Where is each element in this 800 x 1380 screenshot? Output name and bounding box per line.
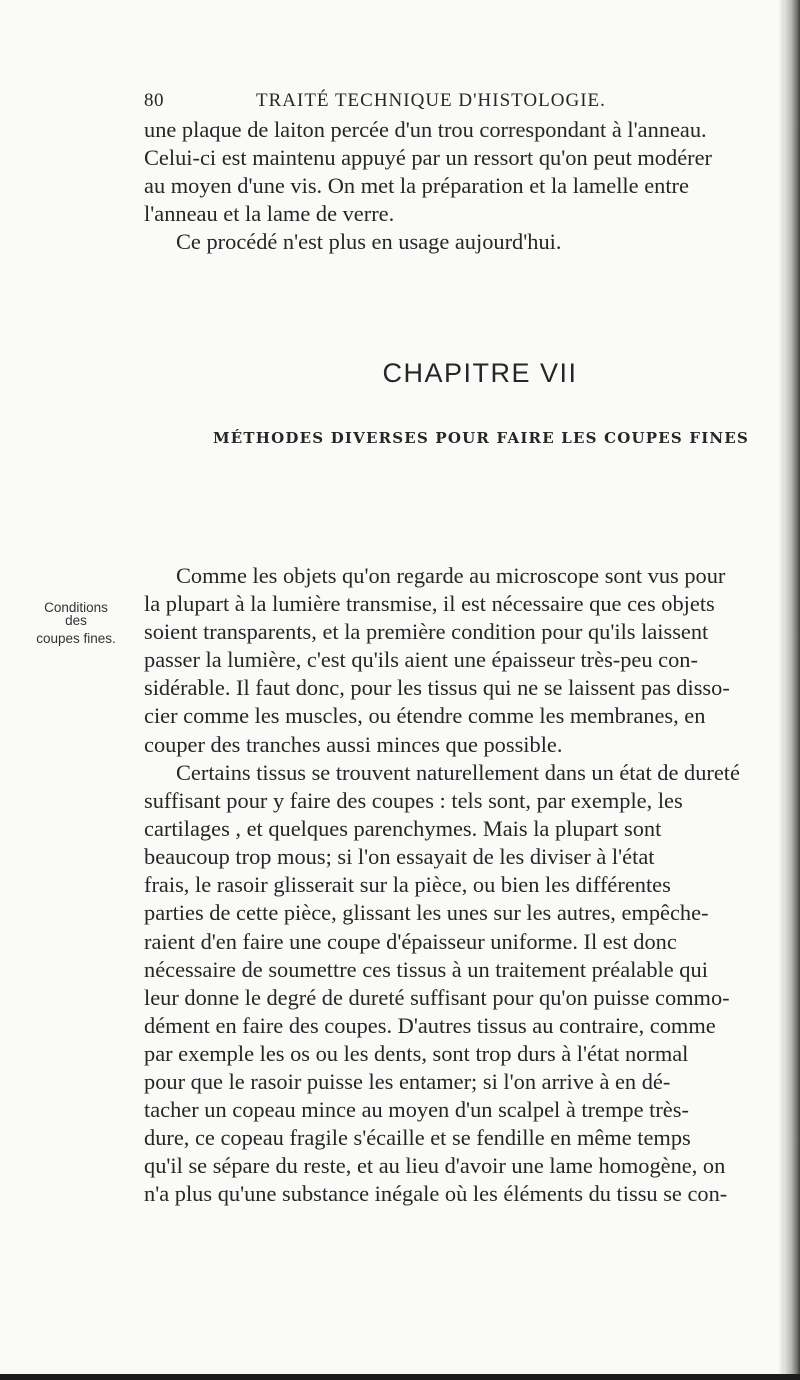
text-line: Celui-ci est maintenu appuyé par un ressort qu'on peut modérer	[144, 145, 712, 171]
chapter-title: CHAPITRE VII	[382, 358, 578, 388]
running-title: TRAITÉ TECHNIQUE D'HISTOLOGIE.	[256, 90, 606, 111]
chapter-subtitle: MÉTHODES DIVERSES POUR FAIRE LES COUPES FINES	[212, 429, 749, 447]
text-line: l'anneau et la lame de verre.	[144, 201, 395, 227]
margin-note-line: coupes fines.	[36, 631, 116, 646]
page-number: 80	[144, 90, 164, 111]
text-line: beaucoup trop mous; si l'on essayait de les diviser à l'état	[144, 844, 655, 870]
text-line: Ce procédé n'est plus en usage aujourd'hui.	[176, 229, 562, 255]
text-line: frais, le rasoir glisserait sur la pièce, ou bien les différentes	[144, 872, 671, 898]
text-line: n'a plus qu'une substance inégale où les éléments du tissu se con-	[144, 1181, 728, 1207]
text-line: dément en faire des coupes. D'autres tissus au contraire, comme	[144, 1012, 716, 1038]
text-line: cartilages , et quelques parenchymes. Mais la plupart sont	[144, 816, 662, 842]
text-line: Certains tissus se trouvent naturellement dans un état de dureté	[176, 760, 740, 785]
margin-note-line: des	[65, 613, 87, 628]
text-line: tacher un copeau mince au moyen d'un scalpel à trempe très-	[144, 1097, 689, 1123]
text-line: par exemple les os ou les dents, sont trop durs à l'état normal	[144, 1040, 689, 1066]
margin-note	[26, 601, 126, 645]
page-bottom-edge	[0, 1374, 800, 1380]
top-paragraph	[144, 116, 782, 256]
text-line: la plupart à la lumière transmise, il est nécessaire que ces objets	[144, 591, 715, 617]
body-paragraph-1	[144, 562, 782, 759]
text-line: pour que le rasoir puisse les entamer; si l'on arrive à en dé-	[144, 1069, 671, 1095]
text-line: dure, ce copeau fragile s'écaille et se fendille en même temps	[144, 1125, 691, 1151]
text-line: couper des tranches aussi minces que possible.	[144, 731, 563, 757]
text-line: sidérable. Il faut donc, pour les tissus qui ne se laissent pas disso-	[144, 675, 730, 701]
margin-note-line: Conditions	[44, 600, 108, 615]
text-line: suffisant pour y faire des coupes : tels sont, par exemple, les	[144, 788, 683, 814]
text-line: passer la lumière, c'est qu'ils aient une épaisseur très-peu con-	[144, 647, 698, 673]
text-line: leur donne le degré de dureté suffisant pour qu'on puisse commo-	[144, 984, 730, 1010]
text-line: une plaque de laiton percée d'un trou correspondant à l'anneau.	[144, 117, 707, 142]
text-line: Comme les objets qu'on regarde au microscope sont vus pour	[176, 563, 726, 588]
text-line: au moyen d'une vis. On met la préparation et la lamelle entre	[144, 173, 689, 199]
text-line: raient d'en faire une coupe d'épaisseur uniforme. Il est donc	[144, 928, 677, 954]
text-line: soient transparents, et la première condition pour qu'ils laissent	[144, 619, 709, 645]
page-edge	[784, 0, 800, 1380]
body-paragraph-2	[144, 759, 782, 1209]
text-line: cier comme les muscles, ou étendre comme les membranes, en	[144, 703, 706, 729]
text-line: nécessaire de soumettre ces tissus à un traitement préalable qui	[144, 956, 708, 982]
running-header	[144, 90, 764, 116]
text-line: parties de cette pièce, glissant les unes sur les autres, empêche-	[144, 900, 709, 926]
text-line: qu'il se sépare du reste, et au lieu d'avoir une lame homogène, on	[144, 1153, 726, 1179]
